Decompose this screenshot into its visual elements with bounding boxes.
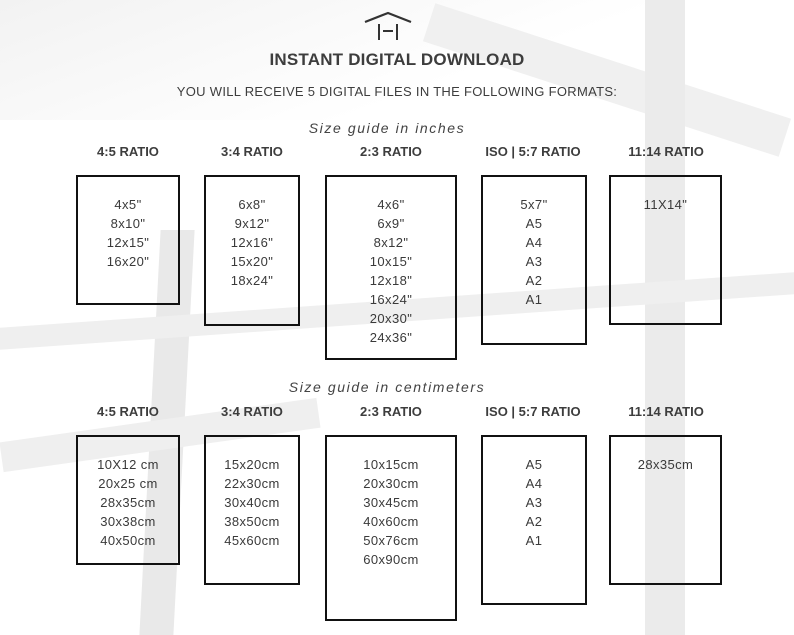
size-item: 28x35cm xyxy=(100,495,156,510)
size-list xyxy=(78,177,178,271)
size-item: 12x15" xyxy=(106,235,150,250)
size-frame xyxy=(76,175,180,305)
size-list xyxy=(327,437,455,569)
size-list xyxy=(206,437,298,550)
size-list xyxy=(483,177,585,309)
size-list xyxy=(611,177,720,214)
size-item: 20x30cm xyxy=(363,476,419,491)
inches-ratio-label: 3:4 RATIO xyxy=(221,144,283,159)
size-list xyxy=(483,437,585,550)
size-item: A3 xyxy=(525,495,543,510)
size-frame xyxy=(481,435,587,605)
size-item: A5 xyxy=(525,457,543,472)
size-item: 30x45cm xyxy=(363,495,419,510)
size-frame xyxy=(204,435,300,585)
page-title: INSTANT DIGITAL DOWNLOAD xyxy=(269,50,525,69)
size-item: 6x9" xyxy=(377,216,405,231)
size-item: 15x20" xyxy=(230,254,274,269)
size-item: 16x20" xyxy=(106,254,150,269)
size-item: 30x40cm xyxy=(224,495,280,510)
size-item: 20x25 cm xyxy=(98,476,158,491)
size-item: 40x60cm xyxy=(363,514,419,529)
inches-ratio-label: ISO | 5:7 RATIO xyxy=(485,144,581,159)
size-item: 4x5" xyxy=(114,197,142,212)
size-item: 12x16" xyxy=(230,235,274,250)
inches-ratio-label: 4:5 RATIO xyxy=(97,144,159,159)
size-item: 20x30" xyxy=(369,311,413,326)
size-item: 4x6" xyxy=(377,197,405,212)
size-item: 10x15" xyxy=(369,254,413,269)
size-item: 24x36" xyxy=(369,330,413,345)
size-item: 60x90cm xyxy=(363,552,419,567)
size-item: 10X12 cm xyxy=(97,457,159,472)
size-item: 10x15cm xyxy=(363,457,419,472)
size-item: 40x50cm xyxy=(100,533,156,548)
size-item: A3 xyxy=(525,254,543,269)
cm-ratio-label: 3:4 RATIO xyxy=(221,404,283,419)
size-frame xyxy=(325,175,457,360)
size-list xyxy=(78,437,178,550)
size-item: A2 xyxy=(525,273,543,288)
size-item: A4 xyxy=(525,476,543,491)
centimeters-heading: Size guide in centimeters xyxy=(288,379,486,395)
inches-ratio-label: 11:14 RATIO xyxy=(628,144,704,159)
house-icon xyxy=(362,10,414,44)
cm-ratio-label: 4:5 RATIO xyxy=(97,404,159,419)
size-frame xyxy=(204,175,300,326)
size-list xyxy=(327,177,455,347)
size-item: 11X14" xyxy=(643,197,688,212)
inches-heading: Size guide in inches xyxy=(308,120,466,136)
size-list xyxy=(611,437,720,474)
cm-ratio-label: 2:3 RATIO xyxy=(360,404,422,419)
size-item: 5x7" xyxy=(520,197,548,212)
size-item: 18x24" xyxy=(230,273,274,288)
size-item: 30x38cm xyxy=(100,514,156,529)
size-list xyxy=(206,177,298,290)
size-item: 6x8" xyxy=(238,197,266,212)
size-item: 8x10" xyxy=(110,216,146,231)
size-item: 45x60cm xyxy=(224,533,280,548)
size-frame xyxy=(76,435,180,565)
size-item: 16x24" xyxy=(369,292,413,307)
size-frame xyxy=(609,175,722,325)
cm-ratio-label: 11:14 RATIO xyxy=(628,404,704,419)
size-item: A2 xyxy=(525,514,543,529)
size-item: A1 xyxy=(525,533,543,548)
cm-ratio-label: ISO | 5:7 RATIO xyxy=(485,404,581,419)
inches-ratio-label: 2:3 RATIO xyxy=(360,144,422,159)
page-subtitle: YOU WILL RECEIVE 5 DIGITAL FILES IN THE FOLLOWING FORMATS: xyxy=(176,84,618,99)
size-item: A4 xyxy=(525,235,543,250)
size-item: 50x76cm xyxy=(363,533,419,548)
size-item: A5 xyxy=(525,216,543,231)
size-item: A1 xyxy=(525,292,543,307)
size-item: 15x20cm xyxy=(224,457,280,472)
size-frame xyxy=(481,175,587,345)
size-item: 8x12" xyxy=(373,235,409,250)
size-frame xyxy=(609,435,722,585)
size-item: 38x50cm xyxy=(224,514,280,529)
size-item: 22x30cm xyxy=(224,476,280,491)
size-item: 12x18" xyxy=(369,273,413,288)
size-frame xyxy=(325,435,457,621)
size-item: 28x35cm xyxy=(637,457,694,472)
size-item: 9x12" xyxy=(234,216,270,231)
